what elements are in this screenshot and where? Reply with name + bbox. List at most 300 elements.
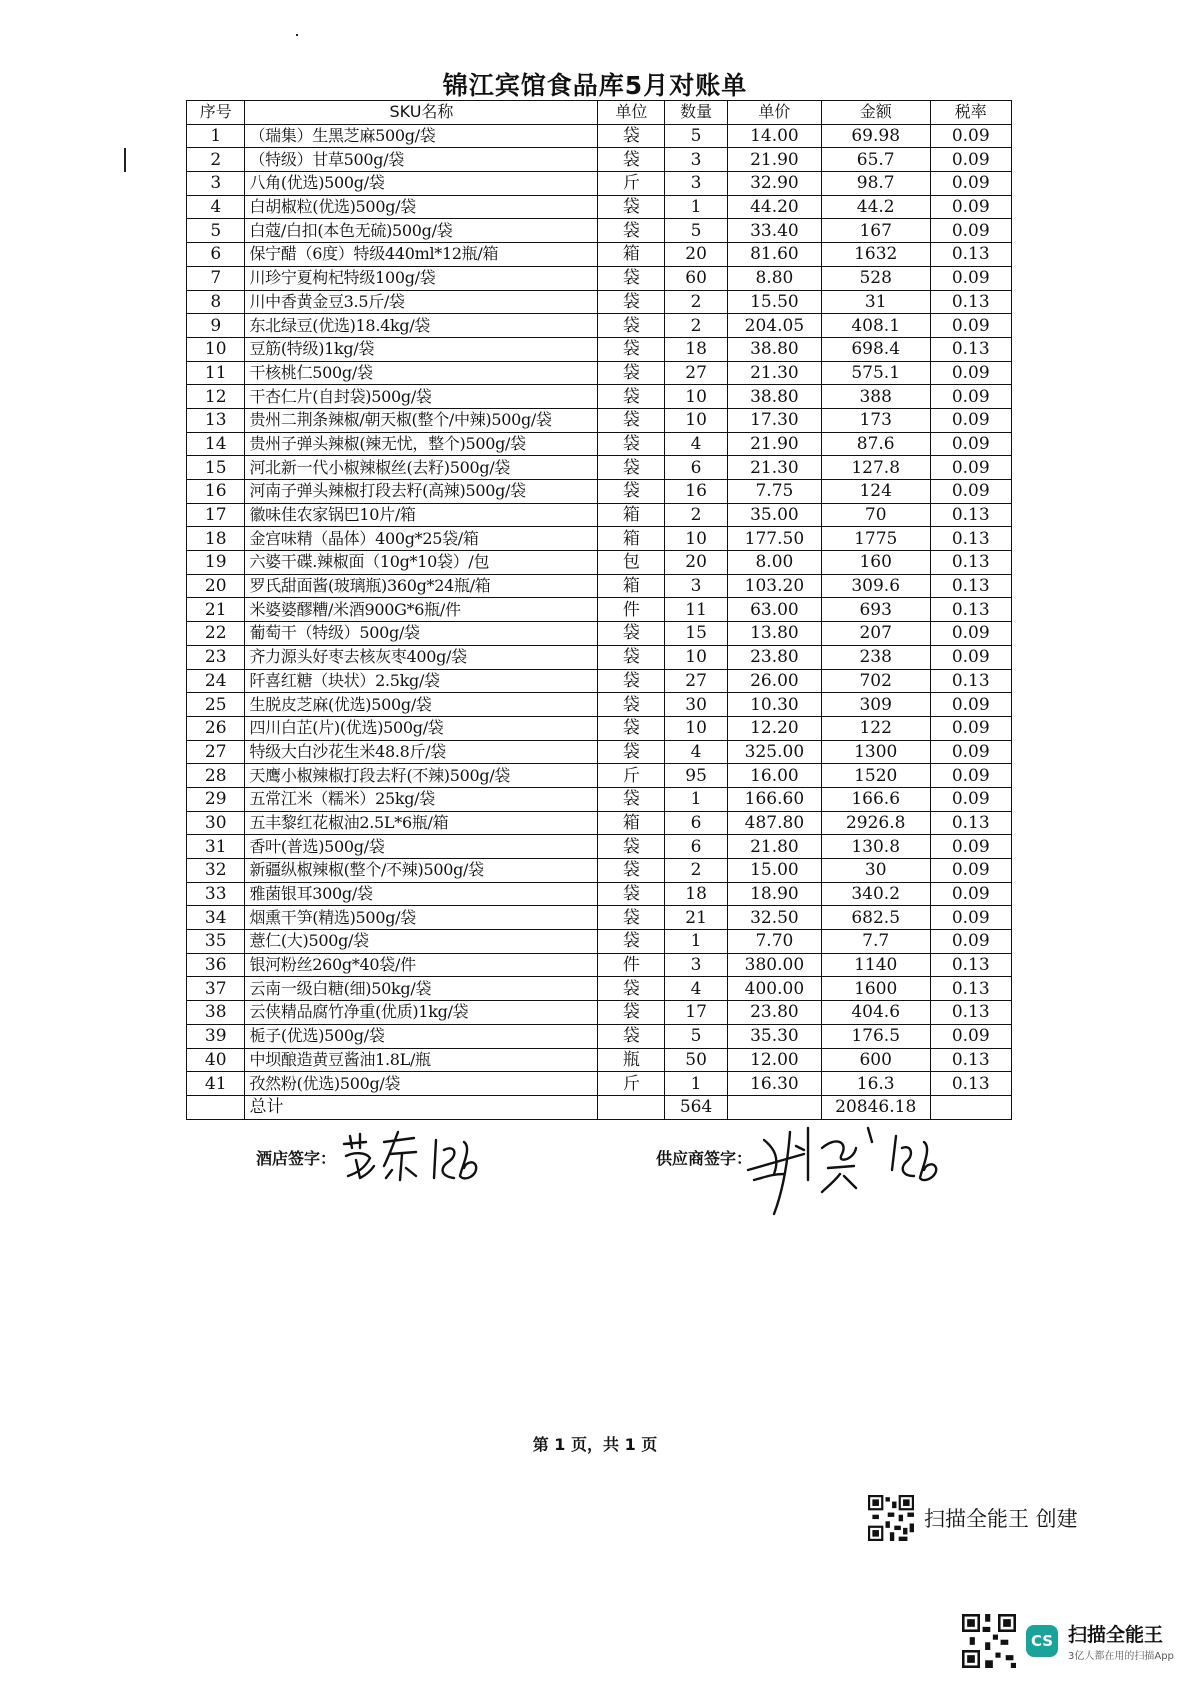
row-amount: 69.98 bbox=[821, 124, 930, 148]
table-row bbox=[187, 787, 1012, 811]
row-sku-name: （特级）甘草500g/袋 bbox=[245, 148, 598, 172]
row-sku-name: 河北新一代小椒辣椒丝(去籽)500g/袋 bbox=[245, 456, 598, 480]
row-sku-name: 六婆干碟.辣椒面（10g*10袋）/包 bbox=[245, 551, 598, 575]
table-row bbox=[187, 527, 1012, 551]
table-row bbox=[187, 740, 1012, 764]
row-tax-rate: 0.13 bbox=[930, 1048, 1012, 1072]
row-quantity: 4 bbox=[665, 432, 728, 456]
row-amount: 166.6 bbox=[821, 787, 930, 811]
row-tax-rate: 0.09 bbox=[930, 361, 1012, 385]
row-tax-rate: 0.13 bbox=[930, 574, 1012, 598]
row-quantity: 3 bbox=[665, 574, 728, 598]
row-tax-rate: 0.13 bbox=[930, 243, 1012, 267]
table-row bbox=[187, 290, 1012, 314]
row-sku-name: 四川白芷(片)(优选)500g/袋 bbox=[245, 716, 598, 740]
row-quantity: 5 bbox=[665, 124, 728, 148]
row-seq: 38 bbox=[187, 1001, 245, 1025]
app-tagline: 3亿人都在用的扫描App bbox=[1068, 1651, 1174, 1662]
row-unit-price: 10.30 bbox=[727, 693, 821, 717]
table-row bbox=[187, 408, 1012, 432]
row-quantity: 27 bbox=[665, 669, 728, 693]
row-amount: 7.7 bbox=[821, 930, 930, 954]
table-row bbox=[187, 480, 1012, 504]
row-sku-name: 干核桃仁500g/袋 bbox=[245, 361, 598, 385]
row-unit: 包 bbox=[598, 551, 665, 575]
row-quantity: 15 bbox=[665, 622, 728, 646]
row-tax-rate: 0.09 bbox=[930, 432, 1012, 456]
row-tax-rate: 0.13 bbox=[930, 551, 1012, 575]
row-quantity: 20 bbox=[665, 243, 728, 267]
row-unit-price: 21.30 bbox=[727, 361, 821, 385]
total-tax-cell bbox=[930, 1095, 1012, 1119]
row-unit: 箱 bbox=[598, 574, 665, 598]
row-quantity: 20 bbox=[665, 551, 728, 575]
row-quantity: 2 bbox=[665, 859, 728, 883]
row-sku-name: 天鹰小椒辣椒打段去籽(不辣)500g/袋 bbox=[245, 764, 598, 788]
row-unit: 袋 bbox=[598, 266, 665, 290]
app-brand: 扫描全能王 bbox=[1068, 1624, 1164, 1646]
row-unit-price: 23.80 bbox=[727, 645, 821, 669]
row-seq: 9 bbox=[187, 314, 245, 338]
row-quantity: 10 bbox=[665, 645, 728, 669]
row-amount: 528 bbox=[821, 266, 930, 290]
row-sku-name: 葡萄干（特级）500g/袋 bbox=[245, 622, 598, 646]
total-row bbox=[187, 1095, 1012, 1119]
row-amount: 160 bbox=[821, 551, 930, 575]
row-unit: 袋 bbox=[598, 977, 665, 1001]
row-unit: 袋 bbox=[598, 787, 665, 811]
row-amount: 207 bbox=[821, 622, 930, 646]
row-unit-price: 35.30 bbox=[727, 1024, 821, 1048]
row-unit: 箱 bbox=[598, 527, 665, 551]
row-amount: 1520 bbox=[821, 764, 930, 788]
row-unit-price: 81.60 bbox=[727, 243, 821, 267]
row-seq: 16 bbox=[187, 480, 245, 504]
row-unit: 袋 bbox=[598, 337, 665, 361]
row-seq: 31 bbox=[187, 835, 245, 859]
row-sku-name: （瑞集）生黑芝麻500g/袋 bbox=[245, 124, 598, 148]
row-seq: 21 bbox=[187, 598, 245, 622]
row-amount: 1775 bbox=[821, 527, 930, 551]
row-unit-price: 12.00 bbox=[727, 1048, 821, 1072]
row-unit: 袋 bbox=[598, 882, 665, 906]
row-unit-price: 21.80 bbox=[727, 835, 821, 859]
table-row bbox=[187, 172, 1012, 196]
row-tax-rate: 0.13 bbox=[930, 977, 1012, 1001]
row-tax-rate: 0.13 bbox=[930, 337, 1012, 361]
row-amount: 130.8 bbox=[821, 835, 930, 859]
row-tax-rate: 0.09 bbox=[930, 480, 1012, 504]
row-unit: 袋 bbox=[598, 716, 665, 740]
row-unit: 袋 bbox=[598, 385, 665, 409]
header-sku-name: SKU名称 bbox=[245, 101, 598, 125]
row-unit-price: 7.75 bbox=[727, 480, 821, 504]
row-seq: 2 bbox=[187, 148, 245, 172]
table-row bbox=[187, 906, 1012, 930]
row-quantity: 10 bbox=[665, 527, 728, 551]
row-seq: 39 bbox=[187, 1024, 245, 1048]
row-unit: 斤 bbox=[598, 172, 665, 196]
row-sku-name: 特级大白沙花生米48.8斤/袋 bbox=[245, 740, 598, 764]
row-tax-rate: 0.09 bbox=[930, 859, 1012, 883]
table-row bbox=[187, 977, 1012, 1001]
table-row bbox=[187, 385, 1012, 409]
row-unit: 袋 bbox=[598, 124, 665, 148]
row-unit: 袋 bbox=[598, 432, 665, 456]
row-quantity: 1 bbox=[665, 930, 728, 954]
row-seq: 36 bbox=[187, 953, 245, 977]
row-unit: 袋 bbox=[598, 835, 665, 859]
header-amount: 金额 bbox=[821, 101, 930, 125]
row-unit-price: 33.40 bbox=[727, 219, 821, 243]
table-row bbox=[187, 243, 1012, 267]
row-tax-rate: 0.13 bbox=[930, 503, 1012, 527]
table-row bbox=[187, 669, 1012, 693]
row-seq: 20 bbox=[187, 574, 245, 598]
row-quantity: 1 bbox=[665, 787, 728, 811]
row-sku-name: 川中香黄金豆3.5斤/袋 bbox=[245, 290, 598, 314]
row-sku-name: 东北绿豆(优选)18.4kg/袋 bbox=[245, 314, 598, 338]
row-seq: 6 bbox=[187, 243, 245, 267]
table-row bbox=[187, 337, 1012, 361]
row-sku-name: 河南子弹头辣椒打段去籽(高辣)500g/袋 bbox=[245, 480, 598, 504]
row-unit-price: 380.00 bbox=[727, 953, 821, 977]
row-unit-price: 44.20 bbox=[727, 195, 821, 219]
row-unit-price: 21.90 bbox=[727, 432, 821, 456]
row-seq: 8 bbox=[187, 290, 245, 314]
row-seq: 26 bbox=[187, 716, 245, 740]
row-sku-name: 米婆婆醪糟/米酒900G*6瓶/件 bbox=[245, 598, 598, 622]
row-tax-rate: 0.09 bbox=[930, 693, 1012, 717]
row-tax-rate: 0.09 bbox=[930, 764, 1012, 788]
table-row bbox=[187, 361, 1012, 385]
row-unit: 袋 bbox=[598, 669, 665, 693]
row-quantity: 50 bbox=[665, 1048, 728, 1072]
table-row bbox=[187, 219, 1012, 243]
row-tax-rate: 0.09 bbox=[930, 882, 1012, 906]
cs-logo-icon: CS bbox=[1026, 1625, 1058, 1657]
row-quantity: 60 bbox=[665, 266, 728, 290]
row-seq: 35 bbox=[187, 930, 245, 954]
row-sku-name: 栀子(优选)500g/袋 bbox=[245, 1024, 598, 1048]
row-seq: 28 bbox=[187, 764, 245, 788]
row-unit: 件 bbox=[598, 598, 665, 622]
row-quantity: 6 bbox=[665, 456, 728, 480]
row-unit: 袋 bbox=[598, 1024, 665, 1048]
qr-code-icon bbox=[868, 1495, 914, 1541]
row-quantity: 10 bbox=[665, 385, 728, 409]
row-amount: 408.1 bbox=[821, 314, 930, 338]
row-unit-price: 13.80 bbox=[727, 622, 821, 646]
scan-artifact bbox=[124, 148, 126, 172]
row-seq: 17 bbox=[187, 503, 245, 527]
table-row bbox=[187, 266, 1012, 290]
row-quantity: 2 bbox=[665, 314, 728, 338]
table-row bbox=[187, 930, 1012, 954]
row-amount: 340.2 bbox=[821, 882, 930, 906]
row-sku-name: 烟熏干笋(精选)500g/袋 bbox=[245, 906, 598, 930]
table-row bbox=[187, 645, 1012, 669]
row-tax-rate: 0.09 bbox=[930, 716, 1012, 740]
row-quantity: 6 bbox=[665, 811, 728, 835]
row-seq: 14 bbox=[187, 432, 245, 456]
row-sku-name: 新疆纵椒辣椒(整个/不辣)500g/袋 bbox=[245, 859, 598, 883]
row-seq: 13 bbox=[187, 408, 245, 432]
row-amount: 1300 bbox=[821, 740, 930, 764]
row-seq: 24 bbox=[187, 669, 245, 693]
row-seq: 15 bbox=[187, 456, 245, 480]
row-quantity: 95 bbox=[665, 764, 728, 788]
row-tax-rate: 0.13 bbox=[930, 953, 1012, 977]
row-unit: 袋 bbox=[598, 645, 665, 669]
row-tax-rate: 0.09 bbox=[930, 906, 1012, 930]
row-unit-price: 204.05 bbox=[727, 314, 821, 338]
row-seq: 29 bbox=[187, 787, 245, 811]
row-unit-price: 12.20 bbox=[727, 716, 821, 740]
row-tax-rate: 0.09 bbox=[930, 219, 1012, 243]
row-seq: 37 bbox=[187, 977, 245, 1001]
row-unit-price: 21.30 bbox=[727, 456, 821, 480]
row-amount: 173 bbox=[821, 408, 930, 432]
row-seq: 22 bbox=[187, 622, 245, 646]
table-row bbox=[187, 882, 1012, 906]
row-tax-rate: 0.09 bbox=[930, 930, 1012, 954]
table-row bbox=[187, 195, 1012, 219]
row-quantity: 11 bbox=[665, 598, 728, 622]
row-amount: 698.4 bbox=[821, 337, 930, 361]
row-sku-name: 保宁醋（6度）特级440ml*12瓶/箱 bbox=[245, 243, 598, 267]
row-sku-name: 八角(优选)500g/袋 bbox=[245, 172, 598, 196]
row-amount: 1600 bbox=[821, 977, 930, 1001]
row-unit-price: 400.00 bbox=[727, 977, 821, 1001]
scan-artifact bbox=[296, 34, 298, 36]
table-row bbox=[187, 551, 1012, 575]
row-amount: 575.1 bbox=[821, 361, 930, 385]
row-quantity: 10 bbox=[665, 716, 728, 740]
row-quantity: 2 bbox=[665, 503, 728, 527]
row-tax-rate: 0.09 bbox=[930, 645, 1012, 669]
row-quantity: 3 bbox=[665, 172, 728, 196]
table-row bbox=[187, 811, 1012, 835]
row-seq: 32 bbox=[187, 859, 245, 883]
row-seq: 34 bbox=[187, 906, 245, 930]
total-unit-cell bbox=[598, 1095, 665, 1119]
app-badge bbox=[962, 1614, 1174, 1668]
row-quantity: 30 bbox=[665, 693, 728, 717]
total-seq-cell bbox=[187, 1095, 245, 1119]
table-row bbox=[187, 1024, 1012, 1048]
hotel-signature bbox=[340, 1126, 510, 1186]
row-sku-name: 雅菌银耳300g/袋 bbox=[245, 882, 598, 906]
header-unit: 单位 bbox=[598, 101, 665, 125]
row-tax-rate: 0.13 bbox=[930, 527, 1012, 551]
row-tax-rate: 0.13 bbox=[930, 669, 1012, 693]
table-row bbox=[187, 124, 1012, 148]
row-seq: 19 bbox=[187, 551, 245, 575]
row-tax-rate: 0.13 bbox=[930, 1001, 1012, 1025]
row-amount: 600 bbox=[821, 1048, 930, 1072]
row-tax-rate: 0.09 bbox=[930, 385, 1012, 409]
row-unit: 袋 bbox=[598, 693, 665, 717]
row-unit: 袋 bbox=[598, 195, 665, 219]
scanner-watermark bbox=[868, 1495, 1078, 1541]
row-sku-name: 豆筋(特级)1kg/袋 bbox=[245, 337, 598, 361]
row-quantity: 10 bbox=[665, 408, 728, 432]
row-tax-rate: 0.09 bbox=[930, 622, 1012, 646]
row-unit-price: 177.50 bbox=[727, 527, 821, 551]
row-unit: 袋 bbox=[598, 290, 665, 314]
row-amount: 309 bbox=[821, 693, 930, 717]
row-amount: 167 bbox=[821, 219, 930, 243]
row-seq: 5 bbox=[187, 219, 245, 243]
row-seq: 12 bbox=[187, 385, 245, 409]
row-tax-rate: 0.09 bbox=[930, 266, 1012, 290]
row-amount: 127.8 bbox=[821, 456, 930, 480]
row-quantity: 17 bbox=[665, 1001, 728, 1025]
row-unit: 袋 bbox=[598, 219, 665, 243]
table-row bbox=[187, 503, 1012, 527]
row-quantity: 18 bbox=[665, 882, 728, 906]
reconciliation-table bbox=[186, 100, 1012, 1120]
row-sku-name: 干杏仁片(自封袋)500g/袋 bbox=[245, 385, 598, 409]
scanner-created-text: 扫描全能王 创建 bbox=[924, 1507, 1078, 1531]
row-unit: 袋 bbox=[598, 930, 665, 954]
row-amount: 693 bbox=[821, 598, 930, 622]
row-unit-price: 325.00 bbox=[727, 740, 821, 764]
row-sku-name: 金宫味精（晶体）400g*25袋/箱 bbox=[245, 527, 598, 551]
row-quantity: 27 bbox=[665, 361, 728, 385]
row-sku-name: 薏仁(大)500g/袋 bbox=[245, 930, 598, 954]
row-seq: 10 bbox=[187, 337, 245, 361]
row-amount: 1140 bbox=[821, 953, 930, 977]
row-seq: 7 bbox=[187, 266, 245, 290]
row-tax-rate: 0.09 bbox=[930, 408, 1012, 432]
row-unit: 袋 bbox=[598, 408, 665, 432]
table-row bbox=[187, 1072, 1012, 1096]
row-amount: 124 bbox=[821, 480, 930, 504]
row-unit-price: 38.80 bbox=[727, 385, 821, 409]
row-tax-rate: 0.09 bbox=[930, 124, 1012, 148]
row-seq: 3 bbox=[187, 172, 245, 196]
row-seq: 27 bbox=[187, 740, 245, 764]
row-amount: 1632 bbox=[821, 243, 930, 267]
row-quantity: 1 bbox=[665, 195, 728, 219]
row-unit-price: 38.80 bbox=[727, 337, 821, 361]
row-unit-price: 8.00 bbox=[727, 551, 821, 575]
row-unit-price: 17.30 bbox=[727, 408, 821, 432]
row-sku-name: 罗氏甜面酱(玻璃瓶)360g*24瓶/箱 bbox=[245, 574, 598, 598]
table-row bbox=[187, 693, 1012, 717]
row-unit-price: 32.90 bbox=[727, 172, 821, 196]
row-amount: 682.5 bbox=[821, 906, 930, 930]
row-quantity: 16 bbox=[665, 480, 728, 504]
row-seq: 40 bbox=[187, 1048, 245, 1072]
table-row bbox=[187, 574, 1012, 598]
table-row bbox=[187, 148, 1012, 172]
row-sku-name: 贵州子弹头辣椒(辣无忧，整个)500g/袋 bbox=[245, 432, 598, 456]
row-unit-price: 16.30 bbox=[727, 1072, 821, 1096]
row-seq: 23 bbox=[187, 645, 245, 669]
row-unit: 瓶 bbox=[598, 1048, 665, 1072]
row-unit: 袋 bbox=[598, 148, 665, 172]
table-row bbox=[187, 1001, 1012, 1025]
row-quantity: 3 bbox=[665, 953, 728, 977]
row-quantity: 21 bbox=[665, 906, 728, 930]
row-sku-name: 贵州二荆条辣椒/朝天椒(整个/中辣)500g/袋 bbox=[245, 408, 598, 432]
row-seq: 25 bbox=[187, 693, 245, 717]
header-unit-price: 单价 bbox=[727, 101, 821, 125]
row-tax-rate: 0.09 bbox=[930, 787, 1012, 811]
table-row bbox=[187, 953, 1012, 977]
row-unit-price: 166.60 bbox=[727, 787, 821, 811]
table-row bbox=[187, 456, 1012, 480]
row-seq: 18 bbox=[187, 527, 245, 551]
row-quantity: 5 bbox=[665, 1024, 728, 1048]
row-sku-name: 生脱皮芝麻(优选)500g/袋 bbox=[245, 693, 598, 717]
row-unit: 袋 bbox=[598, 906, 665, 930]
row-sku-name: 白胡椒粒(优选)500g/袋 bbox=[245, 195, 598, 219]
row-tax-rate: 0.09 bbox=[930, 740, 1012, 764]
row-amount: 388 bbox=[821, 385, 930, 409]
row-amount: 309.6 bbox=[821, 574, 930, 598]
qr-code-icon bbox=[962, 1614, 1016, 1668]
row-unit: 袋 bbox=[598, 480, 665, 504]
hotel-signature-label: 酒店签字： bbox=[256, 1149, 337, 1168]
row-amount: 238 bbox=[821, 645, 930, 669]
row-seq: 11 bbox=[187, 361, 245, 385]
row-amount: 65.7 bbox=[821, 148, 930, 172]
row-amount: 122 bbox=[821, 716, 930, 740]
table-row bbox=[187, 432, 1012, 456]
row-sku-name: 银河粉丝260g*40袋/件 bbox=[245, 953, 598, 977]
row-tax-rate: 0.13 bbox=[930, 290, 1012, 314]
row-tax-rate: 0.09 bbox=[930, 835, 1012, 859]
row-quantity: 1 bbox=[665, 1072, 728, 1096]
header-quantity: 数量 bbox=[665, 101, 728, 125]
row-sku-name: 川珍宁夏枸杞特级100g/袋 bbox=[245, 266, 598, 290]
row-unit-price: 16.00 bbox=[727, 764, 821, 788]
row-quantity: 3 bbox=[665, 148, 728, 172]
document-title: 锦江宾馆食品库5月对账单 bbox=[442, 71, 748, 100]
row-quantity: 5 bbox=[665, 219, 728, 243]
row-seq: 4 bbox=[187, 195, 245, 219]
row-tax-rate: 0.13 bbox=[930, 598, 1012, 622]
row-tax-rate: 0.09 bbox=[930, 148, 1012, 172]
row-seq: 33 bbox=[187, 882, 245, 906]
row-amount: 98.7 bbox=[821, 172, 930, 196]
row-quantity: 18 bbox=[665, 337, 728, 361]
table-row bbox=[187, 598, 1012, 622]
row-tax-rate: 0.13 bbox=[930, 811, 1012, 835]
table-row bbox=[187, 314, 1012, 338]
row-unit: 袋 bbox=[598, 859, 665, 883]
row-unit: 箱 bbox=[598, 811, 665, 835]
row-amount: 2926.8 bbox=[821, 811, 930, 835]
row-sku-name: 云侠精品腐竹净重(优质)1kg/袋 bbox=[245, 1001, 598, 1025]
row-tax-rate: 0.09 bbox=[930, 314, 1012, 338]
row-unit-price: 21.90 bbox=[727, 148, 821, 172]
supplier-signature-label: 供应商签字： bbox=[656, 1149, 753, 1168]
row-amount: 16.3 bbox=[821, 1072, 930, 1096]
row-seq: 30 bbox=[187, 811, 245, 835]
row-tax-rate: 0.09 bbox=[930, 456, 1012, 480]
row-unit-price: 15.00 bbox=[727, 859, 821, 883]
row-unit-price: 63.00 bbox=[727, 598, 821, 622]
row-amount: 404.6 bbox=[821, 1001, 930, 1025]
row-amount: 70 bbox=[821, 503, 930, 527]
row-sku-name: 云南一级白糖(细)50kg/袋 bbox=[245, 977, 598, 1001]
row-unit: 袋 bbox=[598, 361, 665, 385]
